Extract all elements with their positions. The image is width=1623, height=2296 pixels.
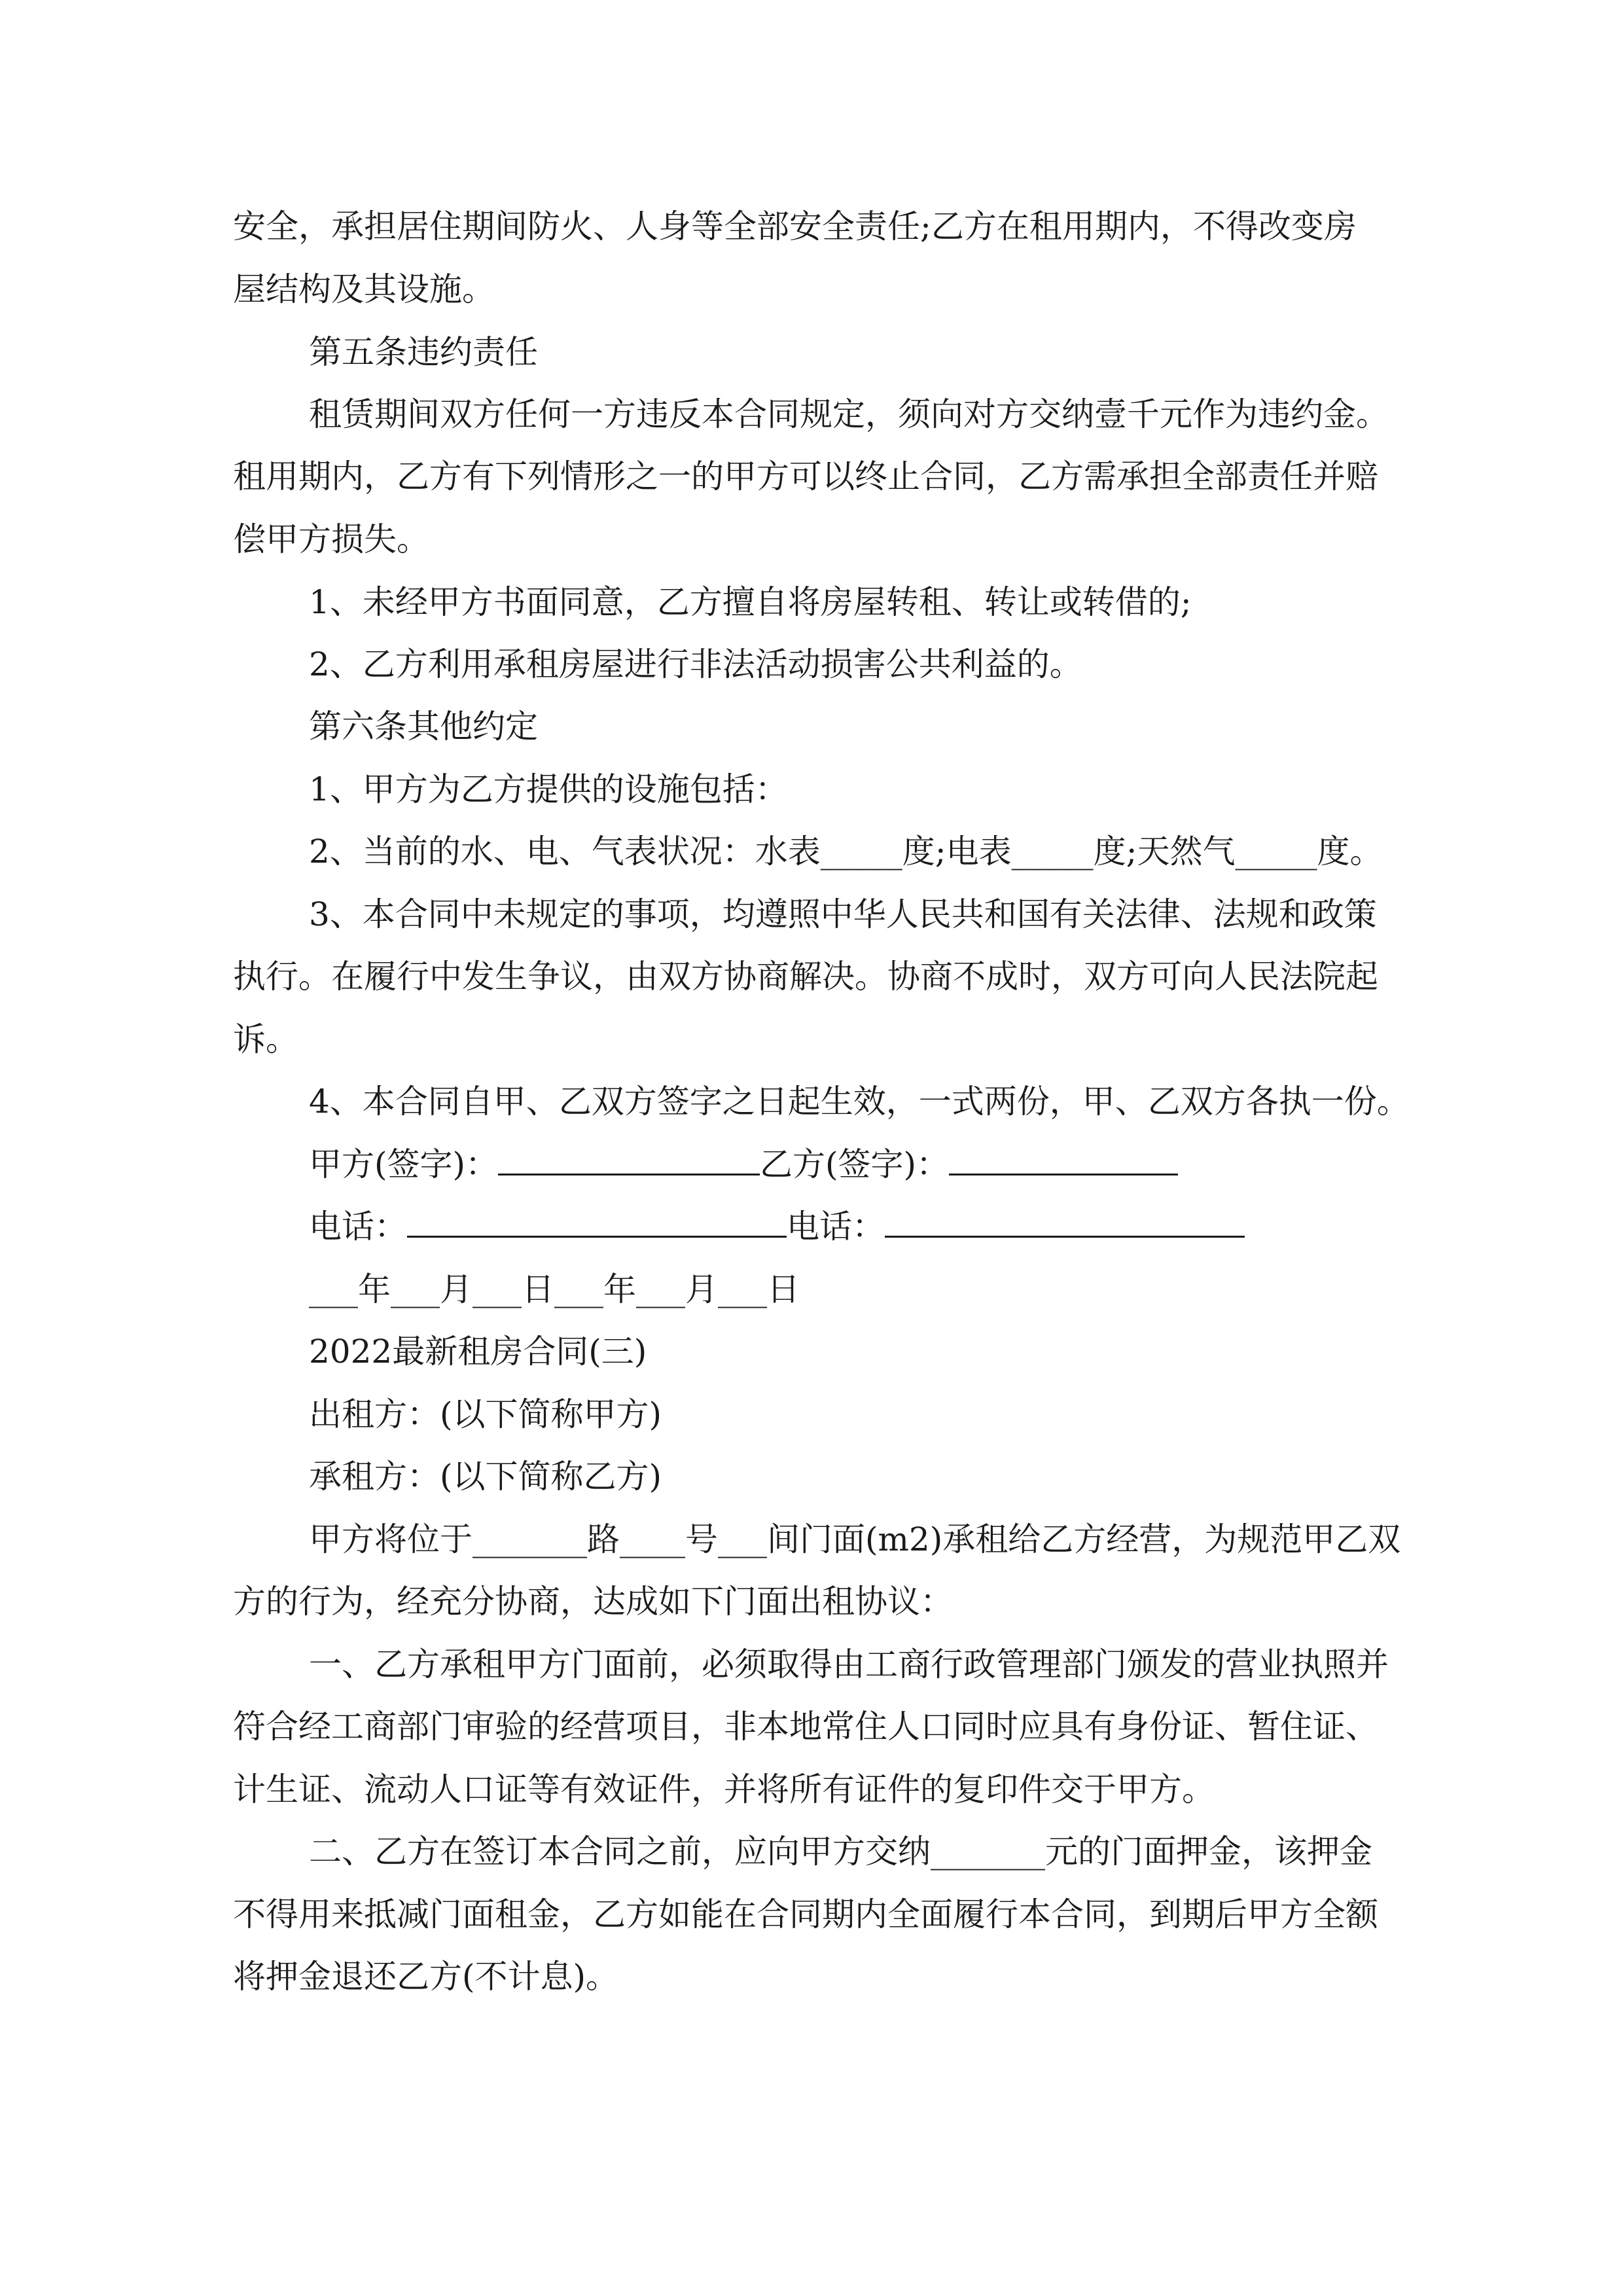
- text-line: 一、乙方承租甲方门面前，必须取得由工商行政管理部门颁发的营业执照并: [309, 1645, 1389, 1683]
- text-line: 1、未经甲方书面同意，乙方擅自将房屋转租、转让或转借的;: [309, 583, 1192, 621]
- party-b-sign-blank: [949, 1145, 1178, 1175]
- party-a-sign-blank: [498, 1145, 760, 1175]
- party-b-sign-label: 乙方(签字)：: [760, 1145, 950, 1183]
- text-line: 方的行为，经充分协商，达成如下门面出租协议：: [233, 1583, 953, 1621]
- text-line: 诉。: [233, 1020, 298, 1058]
- text-line: 租赁期间双方任何一方违反本合同规定，须向对方交纳壹千元作为违约金。: [309, 395, 1389, 433]
- text-line: 偿甲方损失。: [233, 520, 429, 558]
- signature-row: [309, 1145, 1178, 1184]
- text-line: 甲方将位于_______路____号___间门面(m2)承租给乙方经营，为规范甲乙双: [309, 1520, 1401, 1558]
- text-line: 二、乙方在签订本合同之前，应向甲方交纳_______元的门面押金，该押金: [309, 1833, 1372, 1871]
- text-line: 计生证、流动人口证等有效证件，并将所有证件的复印件交于甲方。: [233, 1770, 1215, 1808]
- text-line: 2、乙方利用承租房屋进行非法活动损害公共利益的。: [309, 645, 1082, 683]
- text-line: 4、本合同自甲、乙双方签字之日起生效，一式两份，甲、乙双方各执一份。: [309, 1083, 1410, 1121]
- phone-row: [309, 1207, 1245, 1246]
- section-heading: 第六条其他约定: [309, 708, 538, 745]
- text-line: 出租方：(以下简称甲方): [309, 1395, 662, 1433]
- text-line: 屋结构及其设施。: [233, 270, 495, 308]
- text-line: 租用期内，乙方有下列情形之一的甲方可以终止合同，乙方需承担全部责任并赔: [233, 457, 1378, 495]
- party-a-phone-blank: [407, 1207, 787, 1238]
- text-line: 3、本合同中未规定的事项，均遵照中华人民共和国有关法律、法规和政策: [309, 895, 1377, 933]
- text-line: 符合经工商部门审验的经营项目，非本地常住人口同时应具有身份证、暂住证、: [233, 1708, 1378, 1746]
- text-line: 安全，承担居住期间防火、人身等全部安全责任;乙方在租用期内，不得改变房: [233, 207, 1357, 245]
- text-line: 执行。在履行中发生争议，由双方协商解决。协商不成时，双方可向人民法院起: [233, 958, 1378, 996]
- party-a-sign-label: 甲方(签字)：: [309, 1145, 499, 1183]
- text-line: 将押金退还乙方(不计息)。: [233, 1958, 619, 1996]
- party-b-phone-label: 电话：: [787, 1208, 885, 1246]
- contract-title: 2022最新租房合同(三): [309, 1333, 647, 1371]
- date-line: ___年___月___日___年___月___日: [309, 1270, 800, 1308]
- party-a-phone-label: 电话：: [309, 1208, 407, 1246]
- text-line: 2、当前的水、电、气表状况：水表_____度;电表_____度;天然气_____度。: [309, 833, 1383, 870]
- party-b-phone-blank: [885, 1207, 1245, 1238]
- section-heading: 第五条违约责任: [309, 333, 538, 371]
- text-line: 1、甲方为乙方提供的设施包括：: [309, 770, 788, 808]
- text-line: 不得用来抵减门面租金，乙方如能在合同期内全面履行本合同，到期后甲方全额: [233, 1895, 1378, 1933]
- text-line: 承租方：(以下简称乙方): [309, 1458, 662, 1496]
